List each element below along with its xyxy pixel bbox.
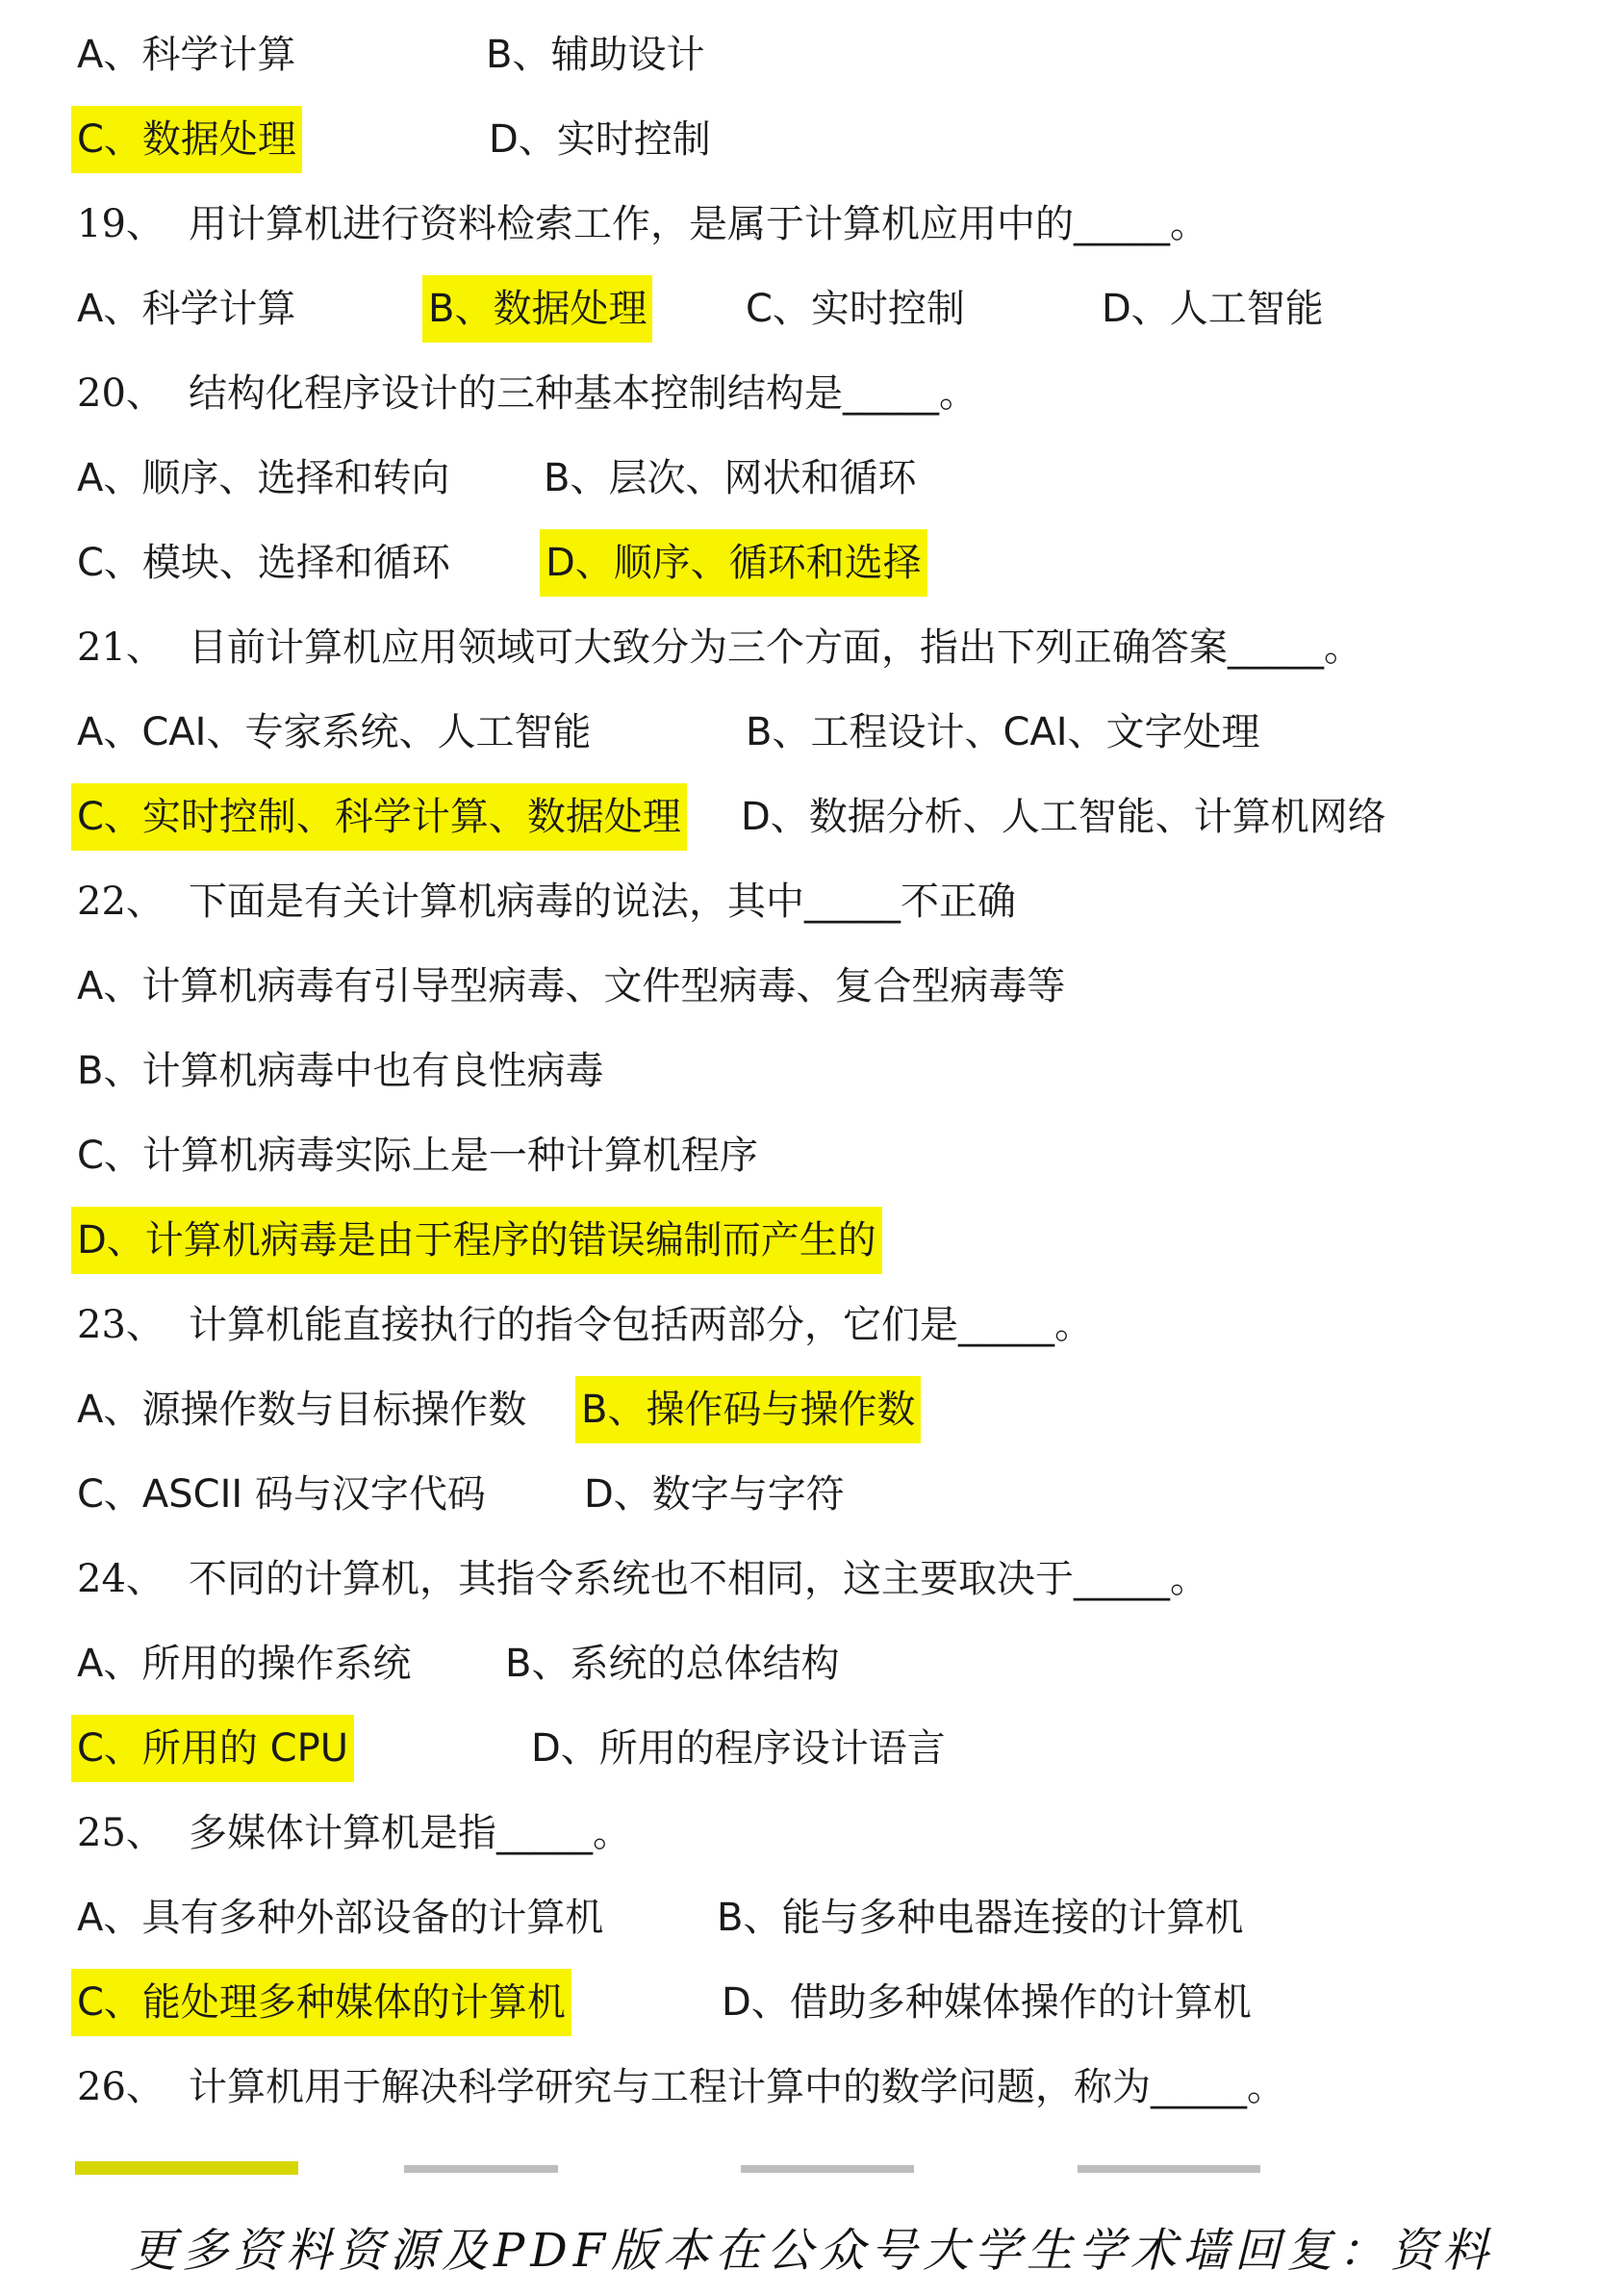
question-text: 用计算机进行资料检索工作，是属于计算机应用中的_____。	[189, 202, 1208, 246]
question-number: 21、	[77, 625, 165, 670]
cropped-text	[404, 2165, 558, 2173]
question-stem-row	[0, 1799, 1624, 1867]
answer-option: D、借助多种媒体操作的计算机	[722, 1980, 1252, 2025]
answer-options-row	[0, 445, 1624, 512]
answer-option: B、辅助设计	[486, 33, 705, 77]
highlighted-answer-option: B、数据处理	[422, 275, 652, 343]
answer-options-row	[0, 529, 1624, 597]
cropped-text	[741, 2165, 914, 2173]
question-number: 23、	[77, 1303, 165, 1347]
answer-option: B、层次、网状和循环	[544, 456, 917, 500]
question-stem-row	[0, 1291, 1624, 1359]
question-stem-row	[0, 191, 1624, 258]
question-text: 目前计算机应用领域可大致分为三个方面，指出下列正确答案_____。	[189, 625, 1362, 670]
answer-options-row	[0, 1461, 1624, 1528]
answer-options-row	[0, 1630, 1624, 1697]
question-stem-row	[0, 2054, 1624, 2121]
cropped-text	[1078, 2165, 1260, 2173]
answer-option: B、计算机病毒中也有良性病毒	[77, 1049, 604, 1093]
answer-option: C、实时控制	[746, 287, 965, 331]
answer-option: A、顺序、选择和转向	[77, 456, 450, 500]
footer-notice: 更多资料资源及PDF版本在公众号大学生学术墙回复：资料	[129, 2224, 1495, 2278]
highlighted-answer-option: C、所用的 CPU	[71, 1715, 354, 1782]
question-stem-row	[0, 614, 1624, 681]
answer-option: B、系统的总体结构	[505, 1642, 840, 1686]
highlighted-answer-option: D、计算机病毒是由于程序的错误编制而产生的	[71, 1207, 882, 1274]
answer-option: A、源操作数与目标操作数	[77, 1388, 527, 1432]
highlighted-answer-option: D、顺序、循环和选择	[540, 529, 927, 597]
question-number: 22、	[77, 880, 165, 924]
answer-option: C、ASCII 码与汉字代码	[77, 1472, 486, 1517]
question-number: 20、	[77, 371, 165, 416]
answer-options-row	[0, 953, 1624, 1020]
answer-option: A、计算机病毒有引导型病毒、文件型病毒、复合型病毒等	[77, 964, 1066, 1008]
answer-option: B、工程设计、CAI、文字处理	[746, 710, 1260, 754]
answer-option: D、人工智能	[1102, 287, 1324, 331]
answer-option: C、模块、选择和循环	[77, 541, 450, 585]
question-number: 19、	[77, 202, 165, 246]
question-stem-row	[0, 360, 1624, 427]
question-stem-row	[0, 1545, 1624, 1613]
answer-option: C、计算机病毒实际上是一种计算机程序	[77, 1134, 758, 1178]
question-number: 25、	[77, 1811, 165, 1855]
answer-option: A、科学计算	[77, 33, 296, 77]
question-number: 26、	[77, 2065, 165, 2109]
question-text: 下面是有关计算机病毒的说法，其中_____不正确	[189, 880, 1016, 924]
answer-options-row	[0, 275, 1624, 343]
answer-options-row	[0, 699, 1624, 766]
answer-option: B、能与多种电器连接的计算机	[717, 1896, 1244, 1940]
answer-option: D、实时控制	[489, 117, 711, 162]
answer-options-row	[0, 1037, 1624, 1105]
answer-option: A、所用的操作系统	[77, 1642, 412, 1686]
question-text: 计算机能直接执行的指令包括两部分，它们是_____。	[189, 1303, 1093, 1347]
question-text: 多媒体计算机是指_____。	[189, 1811, 631, 1855]
answer-options-row	[0, 783, 1624, 851]
answer-options-row	[0, 1207, 1624, 1274]
highlighted-answer-option: C、能处理多种媒体的计算机	[71, 1969, 571, 2036]
answer-option: D、数据分析、人工智能、计算机网络	[741, 795, 1386, 839]
answer-options-row	[0, 21, 1624, 89]
highlighted-answer-option: C、实时控制、科学计算、数据处理	[71, 783, 687, 851]
answer-options-row	[0, 106, 1624, 173]
cropped-next-line	[0, 2161, 1624, 2175]
question-text: 不同的计算机，其指令系统也不相同，这主要取决于_____。	[189, 1557, 1208, 1601]
question-number: 24、	[77, 1557, 165, 1601]
question-text: 计算机用于解决科学研究与工程计算中的数学问题，称为_____。	[189, 2065, 1285, 2109]
answer-options-row	[0, 1884, 1624, 1952]
answer-option: A、CAI、专家系统、人工智能	[77, 710, 592, 754]
question-text: 结构化程序设计的三种基本控制结构是_____。	[189, 371, 977, 416]
answer-options-row	[0, 1376, 1624, 1443]
question-stem-row	[0, 868, 1624, 935]
answer-option: A、科学计算	[77, 287, 296, 331]
highlighted-answer-option: C、数据处理	[71, 106, 302, 173]
answer-option: D、数字与字符	[584, 1472, 845, 1517]
answer-options-row	[0, 1122, 1624, 1189]
answer-option: D、所用的程序设计语言	[531, 1726, 946, 1771]
answer-option: A、具有多种外部设备的计算机	[77, 1896, 604, 1940]
answer-options-row	[0, 1969, 1624, 2036]
answer-options-row	[0, 1715, 1624, 1782]
highlighted-answer-option: B、操作码与操作数	[575, 1376, 921, 1443]
cropped-highlight	[75, 2161, 298, 2175]
